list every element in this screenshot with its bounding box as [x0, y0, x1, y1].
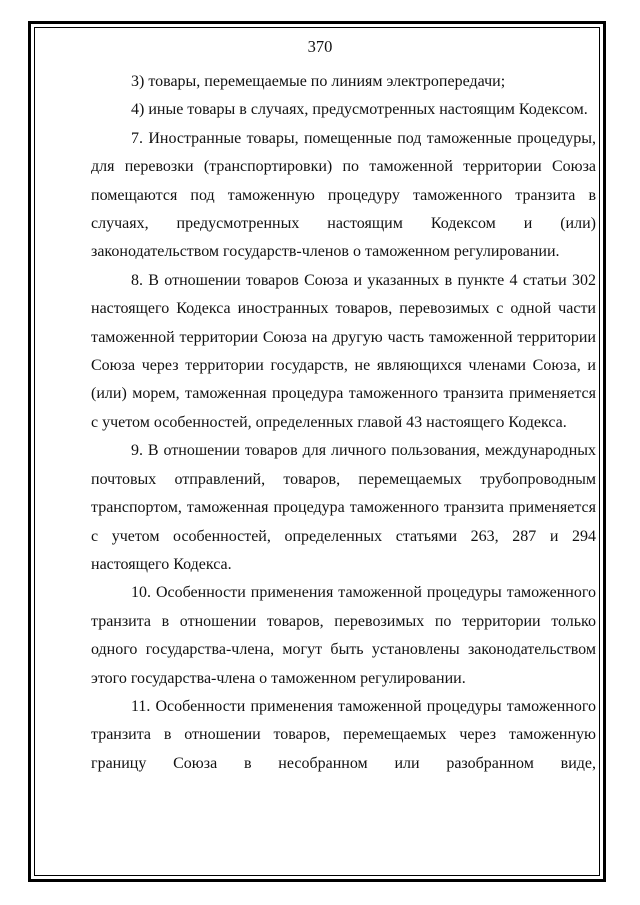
paragraph-item-3: 3) товары, перемещаемые по линиям электропередачи; — [131, 73, 506, 90]
paragraph-10: 10. Особенности применения таможенной процедуры таможенного транзита в отношении товаров, перевозимых по территории только одного государства-члена, могут быть установлены законодательством этого государства-члена о таможенном регулировании. — [91, 584, 596, 687]
paragraph-8: 8. В отношении товаров Союза и указанных в пункте 4 статьи 302 настоящего Кодекса иностранных товаров, перевозимых с одной части таможенной территории Союза на другую часть таможенной территории Союза через территории государств, не являющихся членами Союза, и (или) морем, таможенная процедура таможенного транзита применяется с учетом особенностей, определенных главой 43 настоящего Кодекса. — [91, 271, 596, 431]
paragraph-11: 11. Особенности применения таможенной процедуры таможенного транзита в отношении товаров, перемещаемых через таможенную границу Союза в несобранном или разобранном виде, — [91, 697, 596, 772]
paragraph-9: 9. В отношении товаров для личного пользования, международных почтовых отправлений, товаров, перемещаемых трубопроводным транспортом, таможенная процедура таможенного транзита применяется с учетом особенностей, определенных статьями 263, 287 и 294 настоящего Кодекса. — [91, 442, 596, 573]
paragraph-7: 7. Иностранные товары, помещенные под таможенные процедуры, для перевозки (транспортировки) по таможенной территории Союза помещаются под таможенную процедуру таможенного транзита в случаях, предусмотренных настоящим Кодексом и (или) законодательством государств-членов о таможенном регулировании. — [91, 129, 596, 261]
paragraph-item-4: 4) иные товары в случаях, предусмотренных настоящим Кодексом. — [131, 101, 588, 119]
document-body — [91, 68, 596, 778]
page-number: 370 — [307, 37, 333, 56]
